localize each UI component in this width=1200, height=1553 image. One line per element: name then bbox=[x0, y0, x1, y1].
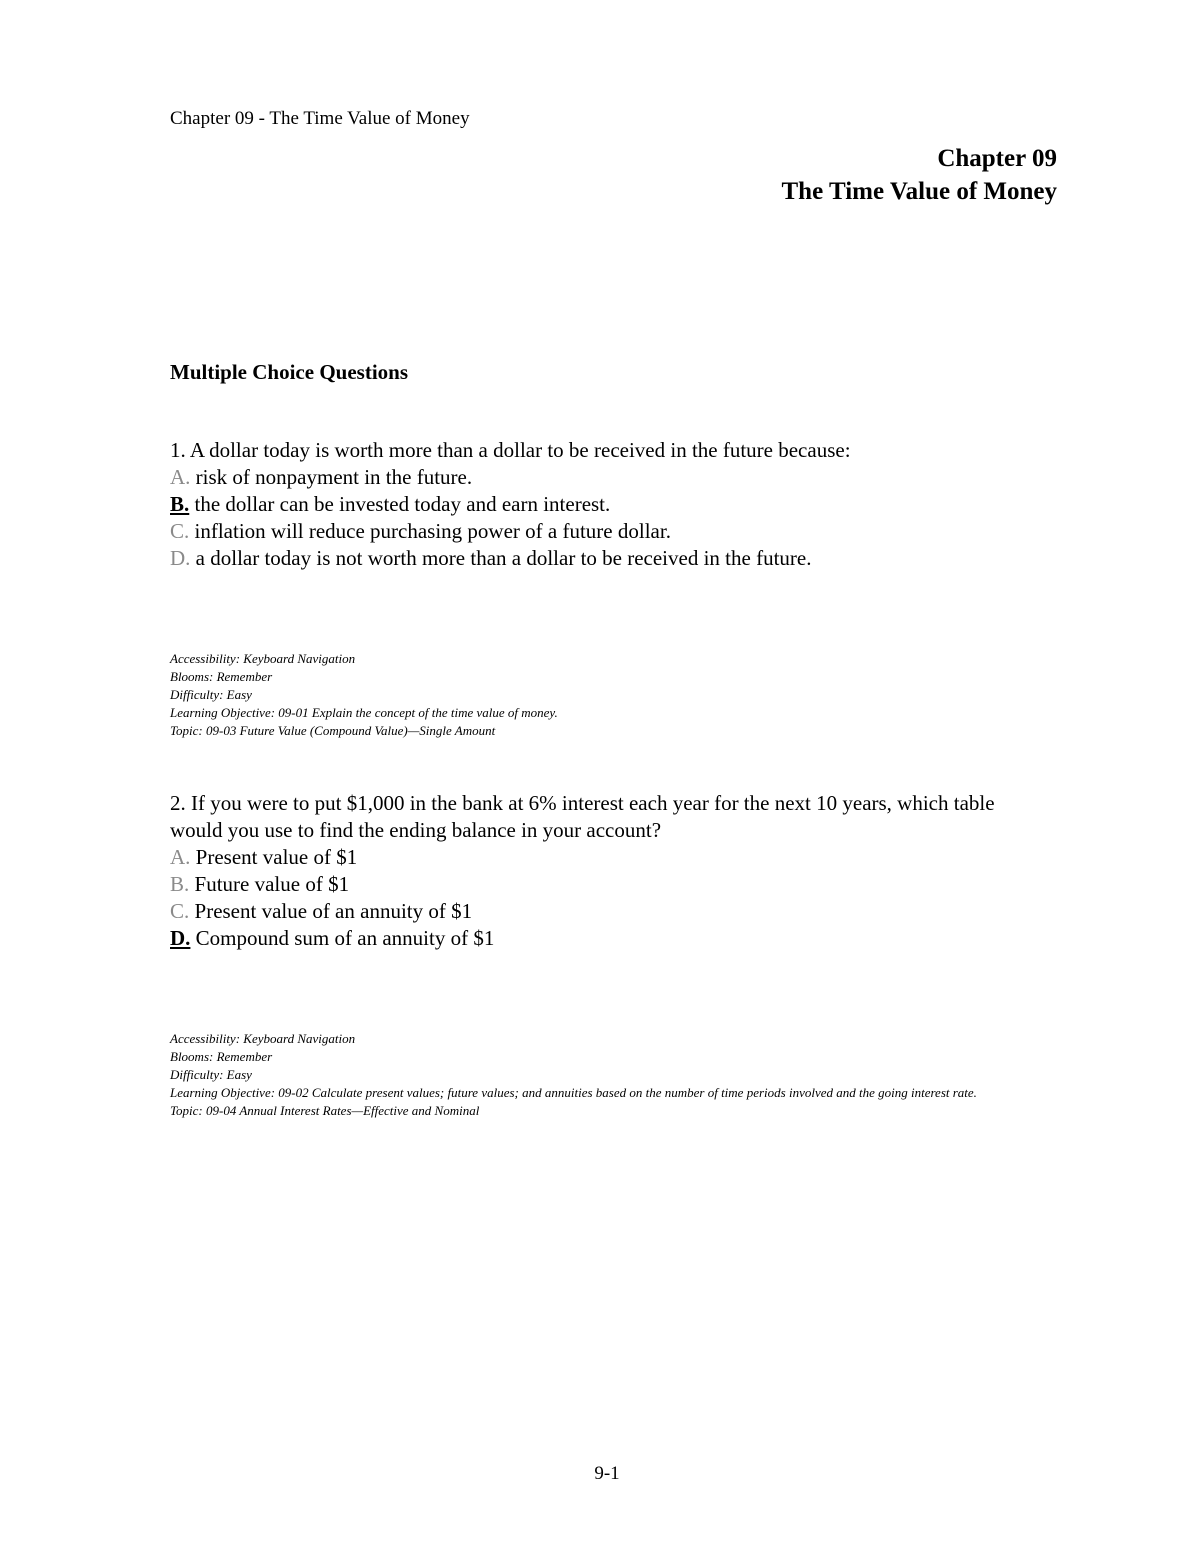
meta-learning-objective: Learning Objective: 09-01 Explain the concept of the time value of money. bbox=[170, 705, 558, 720]
answer-option-b-correct bbox=[170, 491, 1050, 518]
option-letter: D. bbox=[170, 546, 191, 570]
meta-blooms: Blooms: Remember bbox=[170, 1049, 273, 1064]
answer-option-a bbox=[170, 464, 1050, 491]
meta-difficulty: Difficulty: Easy bbox=[170, 1067, 252, 1082]
meta-accessibility: Accessibility: Keyboard Navigation bbox=[170, 1031, 356, 1046]
option-text: a dollar today is not worth more than a dollar to be received in the future. bbox=[190, 546, 812, 570]
meta-accessibility: Accessibility: Keyboard Navigation bbox=[170, 651, 356, 666]
question-stem: 1. A dollar today is worth more than a dollar to be received in the future because: bbox=[170, 438, 851, 462]
chapter-number: Chapter 09 bbox=[937, 145, 1057, 172]
chapter-name: The Time Value of Money bbox=[781, 178, 1057, 205]
option-text: Compound sum of an annuity of $1 bbox=[190, 926, 495, 950]
option-letter-correct: D. bbox=[170, 926, 191, 950]
meta-topic: Topic: 09-04 Annual Interest Rates—Effective and Nominal bbox=[170, 1103, 480, 1118]
meta-topic: Topic: 09-03 Future Value (Compound Value)—Single Amount bbox=[170, 723, 496, 738]
option-text: Future value of $1 bbox=[189, 872, 350, 896]
question-2 bbox=[170, 790, 1050, 952]
meta-blooms: Blooms: Remember bbox=[170, 669, 273, 684]
option-text: inflation will reduce purchasing power of a future dollar. bbox=[189, 519, 671, 543]
question-2-metadata bbox=[170, 1030, 1040, 1120]
option-text: risk of nonpayment in the future. bbox=[190, 465, 473, 489]
option-text: Present value of $1 bbox=[190, 845, 358, 869]
option-letter: C. bbox=[170, 899, 190, 923]
question-1-metadata bbox=[170, 650, 1040, 740]
meta-learning-objective: Learning Objective: 09-02 Calculate present values; future values; and annuities based on the number of time periods involved and the going interest rate. bbox=[170, 1085, 977, 1100]
chapter-title bbox=[782, 142, 1058, 208]
question-stem: 2. If you were to put $1,000 in the bank at 6% interest each year for the next 10 years, which table would you use to find the ending balance in your account? bbox=[170, 791, 995, 842]
option-letter: B. bbox=[170, 872, 190, 896]
option-letter: A. bbox=[170, 845, 191, 869]
running-header: Chapter 09 - The Time Value of Money bbox=[170, 108, 470, 129]
answer-option-b bbox=[170, 871, 1050, 898]
option-text: the dollar can be invested today and earn interest. bbox=[189, 492, 611, 516]
option-letter: C. bbox=[170, 519, 190, 543]
option-letter: A. bbox=[170, 465, 191, 489]
option-text: Present value of an annuity of $1 bbox=[189, 899, 473, 923]
section-heading: Multiple Choice Questions bbox=[170, 360, 409, 384]
answer-option-d-correct bbox=[170, 925, 1050, 952]
answer-option-c bbox=[170, 898, 1050, 925]
answer-option-a bbox=[170, 844, 1050, 871]
meta-difficulty: Difficulty: Easy bbox=[170, 687, 252, 702]
answer-option-c bbox=[170, 518, 1050, 545]
page-number: 9-1 bbox=[594, 1463, 620, 1484]
question-1 bbox=[170, 437, 1050, 572]
answer-option-d bbox=[170, 545, 1050, 572]
option-letter-correct: B. bbox=[170, 492, 190, 516]
